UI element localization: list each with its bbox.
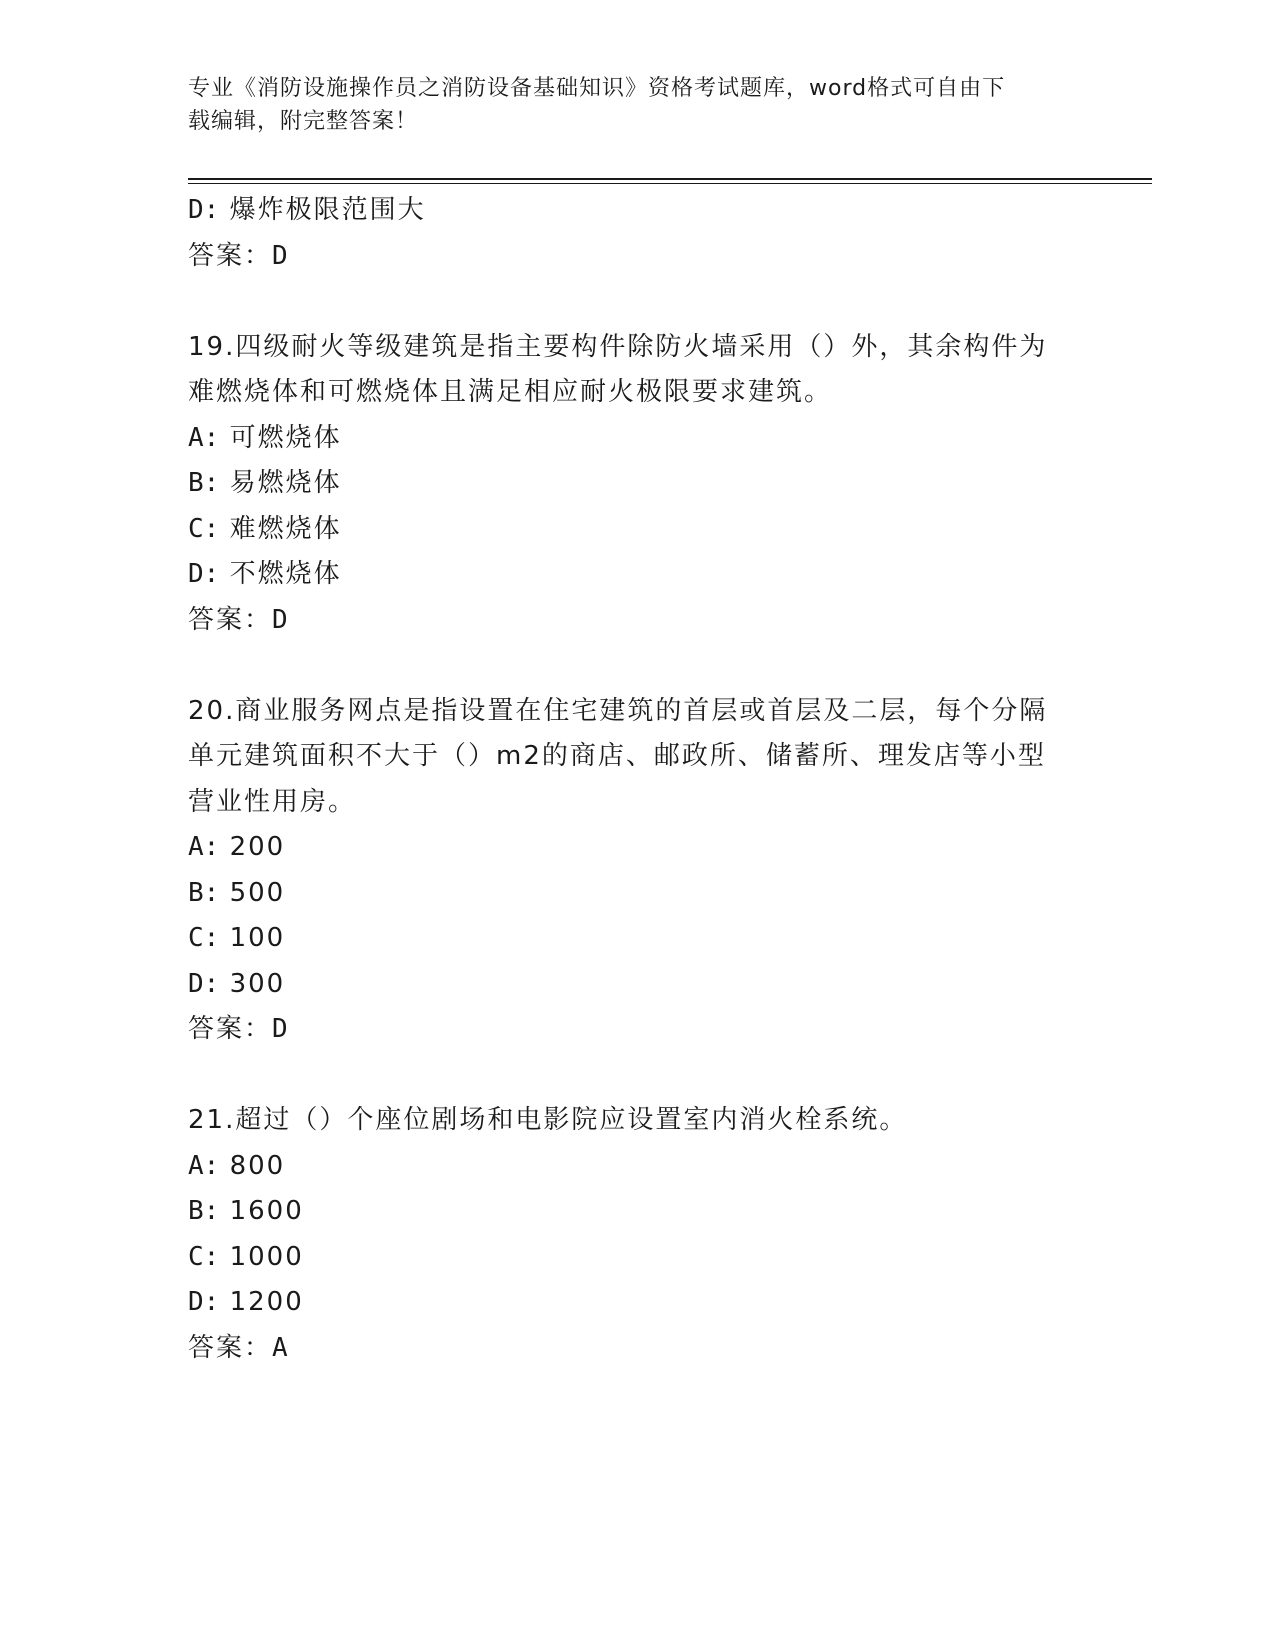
option-text: 可燃烧体 [229, 422, 342, 453]
option-b [188, 461, 1088, 507]
question-20 [188, 689, 1088, 1053]
option-a [188, 1144, 1088, 1190]
prev-option-d [188, 188, 1088, 234]
option-key: C: [188, 923, 220, 953]
question-number: 19. [188, 331, 236, 362]
option-text: 1600 [229, 1196, 304, 1226]
answer-label: 答案： [188, 1332, 273, 1363]
option-text: 300 [229, 968, 286, 999]
option-c [188, 507, 1088, 553]
question-text [188, 1098, 1068, 1144]
option-c [188, 1235, 1088, 1281]
option-text: 爆炸极限范围大 [229, 195, 426, 225]
option-key: A: [188, 1150, 220, 1181]
header-line-2: 载编辑，附完整答案！ [188, 109, 419, 134]
option-key: D: [188, 968, 220, 999]
option-key: B: [188, 1196, 220, 1226]
option-key: B: [188, 877, 220, 908]
question-19 [188, 325, 1088, 644]
question-number: 20. [188, 695, 236, 726]
question-text [188, 325, 1068, 416]
option-b [188, 1189, 1088, 1235]
option-key: D: [188, 559, 220, 589]
answer [188, 1326, 1088, 1372]
question-body: 四级耐火等级建筑是指主要构件除防火墙采用（）外，其余构件为难燃烧体和可燃烧体且满足相应耐火极限要求建筑。 [188, 331, 1048, 407]
option-key: D: [188, 195, 220, 225]
option-b [188, 871, 1088, 917]
option-text: 200 [229, 832, 286, 862]
option-text: 800 [229, 1150, 286, 1181]
option-text: 1000 [229, 1241, 304, 1272]
option-key: A: [188, 832, 220, 862]
header-divider-thin [188, 183, 1152, 184]
question-text [188, 689, 1068, 826]
question-body: 商业服务网点是指设置在住宅建筑的首层或首层及二层，每个分隔单元建筑面积不大于（）m2的商店、邮政所、储蓄所、理发店等小型营业性用房。 [188, 695, 1048, 817]
option-text: 1200 [229, 1287, 304, 1317]
option-text: 不燃烧体 [229, 559, 342, 589]
option-text: 500 [229, 877, 286, 908]
answer-label: 答案： [188, 1014, 273, 1044]
answer-label: 答案： [188, 240, 273, 271]
option-c [188, 916, 1088, 962]
answer [188, 1007, 1088, 1053]
spacer [188, 1053, 1088, 1099]
answer-value: D [272, 240, 290, 271]
option-key: C: [188, 513, 220, 544]
option-text: 100 [229, 923, 286, 953]
question-21 [188, 1098, 1088, 1371]
question-number: 21. [188, 1105, 236, 1135]
option-key: C: [188, 1241, 220, 1272]
answer-label: 答案： [188, 604, 273, 635]
header-divider-thick [188, 178, 1152, 180]
prev-answer [188, 234, 1088, 280]
option-d [188, 552, 1088, 598]
option-key: B: [188, 468, 220, 498]
document-header [188, 72, 1088, 138]
option-key: A: [188, 422, 220, 453]
option-d [188, 962, 1088, 1008]
header-line-1: 专业《消防设施操作员之消防设备基础知识》资格考试题库，word格式可自由下 [188, 76, 1006, 101]
option-text: 易燃烧体 [229, 468, 342, 498]
answer-value: A [272, 1332, 290, 1363]
option-a [188, 416, 1088, 462]
answer-value: D [272, 1014, 290, 1044]
spacer [188, 643, 1088, 689]
option-a [188, 825, 1088, 871]
answer [188, 598, 1088, 644]
option-key: D: [188, 1287, 220, 1317]
option-d [188, 1280, 1088, 1326]
question-body: 超过（）个座位剧场和电影院应设置室内消火栓系统。 [235, 1105, 908, 1135]
spacer [188, 279, 1088, 325]
answer-value: D [272, 604, 290, 635]
option-text: 难燃烧体 [229, 513, 342, 544]
question-list [188, 188, 1088, 1371]
